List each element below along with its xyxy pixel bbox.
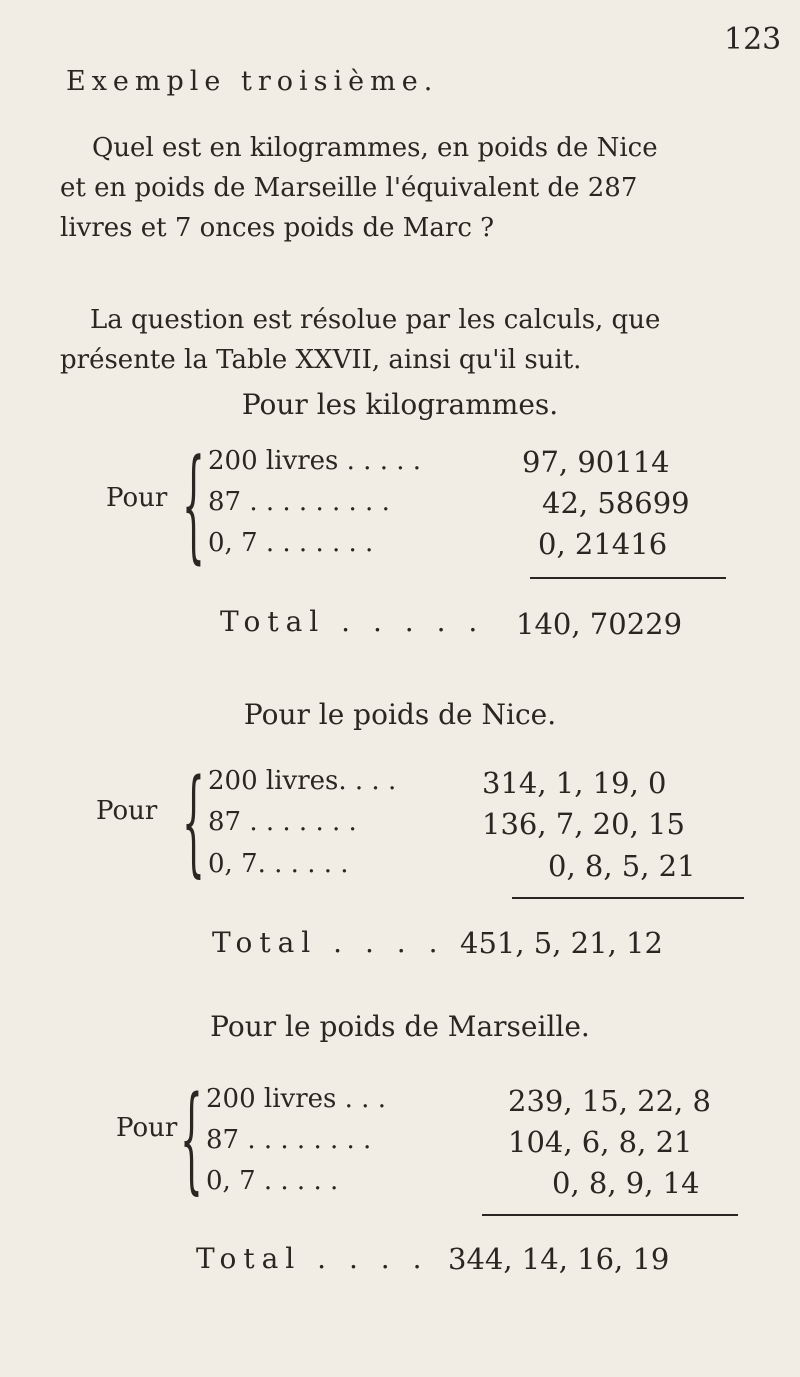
- pour-label: Pour: [96, 796, 158, 826]
- section-heading: Pour le poids de Nice.: [243, 698, 557, 731]
- calc-row-label: 87 . . . . . . . . .: [208, 487, 390, 517]
- calc-row-label: 0, 7 . . . . . . .: [208, 528, 374, 558]
- pour-label: Pour: [106, 483, 168, 513]
- calc-row-label: 0, 7. . . . . .: [208, 849, 349, 879]
- total-value: 344, 14, 16, 19: [448, 1242, 670, 1276]
- section-heading: Pour le poids de Marseille.: [210, 1010, 590, 1043]
- page-number: 123: [724, 22, 782, 57]
- calc-row-value: 0, 8, 5, 21: [548, 849, 696, 883]
- calc-row-label: 200 livres . . .: [206, 1084, 386, 1114]
- intro-line: et en poids de Marseille l'équivalent de 287: [60, 173, 638, 203]
- calc-row-value: 104, 6, 8, 21: [508, 1125, 693, 1159]
- calc-row-label: 87 . . . . . . .: [208, 807, 357, 837]
- method-line: La question est résolue par les calculs, que: [90, 305, 661, 335]
- sum-rule: [482, 1214, 738, 1216]
- sum-rule: [512, 897, 744, 899]
- pour-label: Pour: [116, 1113, 178, 1143]
- method-paragraph: [60, 300, 750, 380]
- calc-row-value: 136, 7, 20, 15: [482, 807, 685, 841]
- total-label: Total . . . . .: [220, 605, 485, 638]
- calc-row-value: 239, 15, 22, 8: [508, 1084, 711, 1118]
- calc-row-label: 200 livres. . . .: [208, 766, 397, 796]
- calc-row-label: 87 . . . . . . . .: [206, 1125, 372, 1155]
- sum-rule: [530, 577, 726, 579]
- section-heading: Pour les kilogrammes.: [241, 388, 559, 421]
- calc-row-value: 0, 21416: [538, 527, 668, 561]
- calc-row-value: 42, 58699: [542, 486, 690, 520]
- intro-paragraph: [60, 128, 750, 248]
- calc-row-label: 200 livres . . . . .: [208, 446, 422, 476]
- calc-row-value: 314, 1, 19, 0: [482, 766, 667, 800]
- total-value: 140, 70229: [516, 607, 683, 641]
- intro-line: livres et 7 onces poids de Marc ?: [60, 213, 495, 243]
- intro-line: Quel est en kilogrammes, en poids de Nice: [92, 133, 658, 163]
- calc-row-value: 0, 8, 9, 14: [552, 1166, 700, 1200]
- calc-row-value: 97, 90114: [522, 445, 670, 479]
- method-line: présente la Table XXVII, ainsi qu'il suit.: [60, 345, 582, 375]
- total-label: Total . . . .: [196, 1242, 429, 1275]
- total-value: 451, 5, 21, 12: [460, 926, 663, 960]
- brace-icon: {: [182, 437, 205, 578]
- running-head: Exemple troisième.: [66, 66, 439, 97]
- brace-icon: {: [180, 1075, 203, 1207]
- brace-icon: {: [182, 758, 205, 890]
- total-label: Total . . . .: [212, 926, 445, 959]
- calc-row-label: 0, 7 . . . . .: [206, 1166, 339, 1196]
